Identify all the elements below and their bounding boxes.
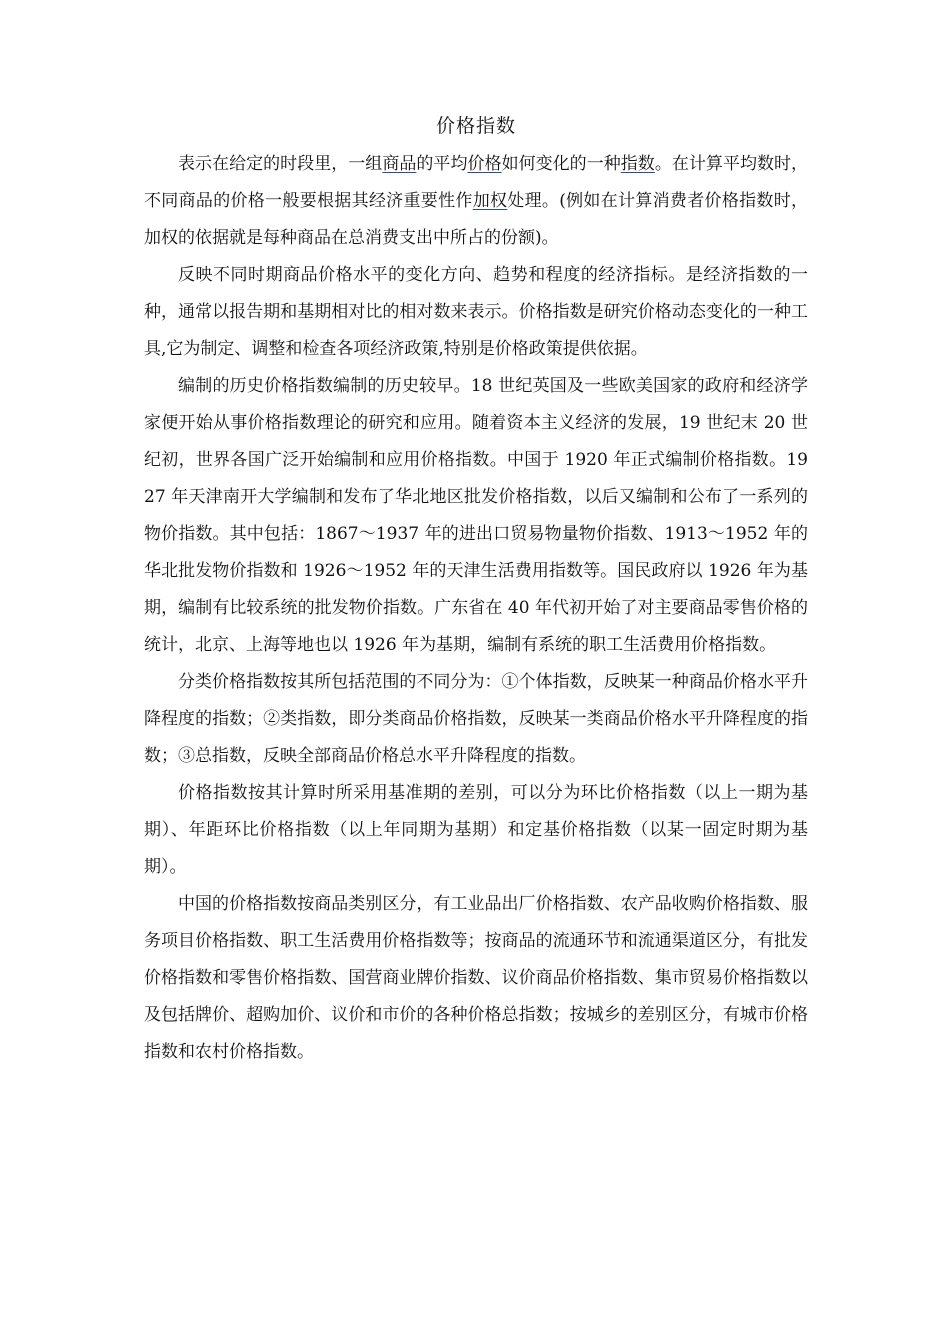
text-run: 。在计算平均数时，不同商品的价格一般要根据其经济重要性作: [144, 154, 809, 211]
text-run: 处理。(例如在计算消费者价格指数时，加权的依据就是每种商品在总消费支出中所占的份额)。: [144, 191, 809, 248]
paragraph-classification: 分类价格指数按其所包括范围的不同分为：①个体指数，反映某一种商品价格水平升降程度的指数；②类指数，即分类商品价格指数，反映某一类商品价格水平升降程度的指数；③总指数，反映全部商品价格总水平升降程度的指数。: [144, 672, 808, 766]
link-index[interactable]: 指数: [620, 154, 655, 174]
link-commodity[interactable]: 商品: [382, 154, 417, 174]
link-price[interactable]: 价格: [467, 154, 502, 174]
text-run: 表示在给定的时段里，一组: [178, 154, 383, 174]
document-title: 价格指数: [435, 115, 516, 137]
paragraph-definition: [144, 146, 808, 257]
text-run: 的平均: [416, 154, 468, 174]
paragraph-indicator: 反映不同时期商品价格水平的变化方向、趋势和程度的经济指标。是经济指数的一种，通常以报告期和基期相对比的相对数来表示。价格指数是研究价格动态变化的一种工具,它为制定、调整和检查各项经济政策,特别是价格政策提供依据。: [144, 265, 808, 359]
paragraph-base-period: 价格指数按其计算时所采用基准期的差别，可以分为环比价格指数（以上一期为基期）、年距环比价格指数（以上年同期为基期）和定基价格指数（以某一固定时期为基期）。: [144, 783, 808, 877]
paragraph-china-indices: 中国的价格指数按商品类别区分，有工业品出厂价格指数、农产品收购价格指数、服务项目价格指数、职工生活费用价格指数等；按商品的流通环节和流通渠道区分，有批发价格指数和零售价格指数、国营商业牌价指数、议价商品价格指数、集市贸易价格指数以及包括牌价、超购加价、议价和市价的各种价格总指数；按城乡的差别区分，有城市价格指数和农村价格指数。: [144, 894, 808, 1062]
paragraph-history: 编制的历史价格指数编制的历史较早。18 世纪英国及一些欧美国家的政府和经济学家便开始从事价格指数理论的研究和应用。随着资本主义经济的发展，19 世纪末 20 世纪初，世界各国广泛开始编制和应用价格指数。中国于 1920 年正式编制价格指数。1927 年天津南开大学编制和发布了华北地区批发价格指数，以后又编制和公布了一系列的物价指数。其中包括：1867～1937 年的进出口贸易物量物价指数、1913～1952 年的华北批发物价指数和 1926～1952 年的天津生活费用指数等。国民政府以 1926 年为基期，编制有比较系统的批发物价指数。广东省在 40 年代初开始了对主要商品零售价格的统计，北京、上海等地也以 1926 年为基期，编制有系统的职工生活费用价格指数。: [144, 376, 808, 655]
document-body: [144, 106, 808, 1071]
text-run: 如何变化的一种: [501, 154, 621, 174]
link-weighting[interactable]: 加权: [472, 191, 508, 211]
